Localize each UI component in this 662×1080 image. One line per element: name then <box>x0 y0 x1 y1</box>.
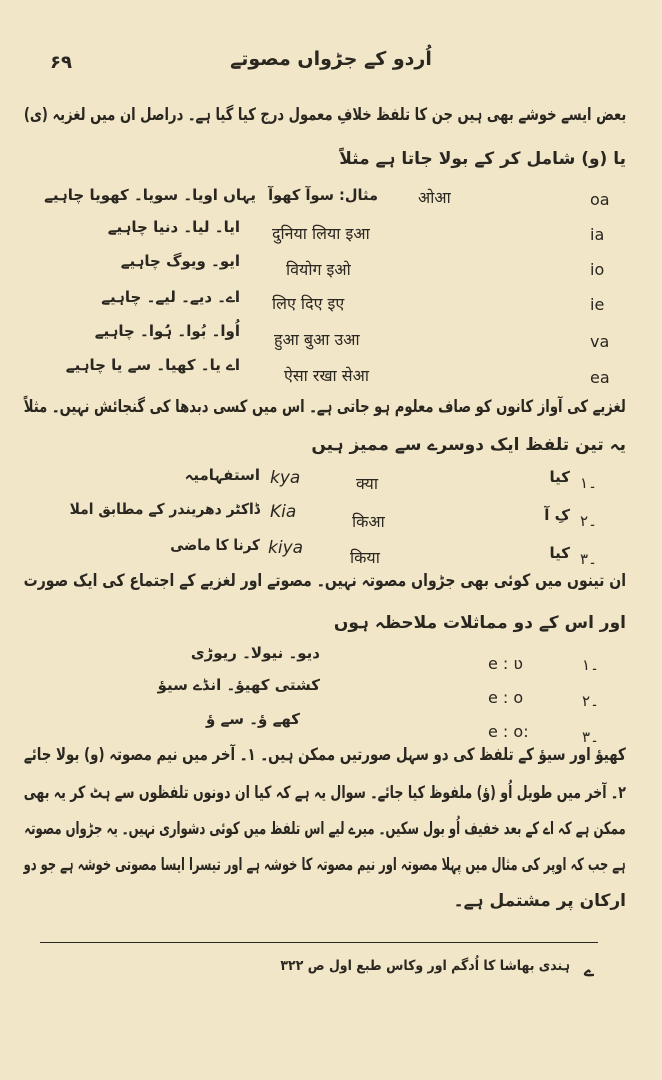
devanagari-example: हुआ बुआ उआ <box>274 330 360 349</box>
footnote-marker: ے <box>584 961 594 981</box>
paragraph-4-line-3: ممکن ہے کہ اے کے بعد خفیف اُو بول سکیں۔ میرے لیے اس تلفظ میں کوئی دشواری نہیں۔ یہ جڑواں مصوتہ <box>24 819 626 839</box>
item-number: ۱۔ <box>580 474 597 492</box>
vowel-code: ie <box>590 295 605 314</box>
urdu-spelling: ایا۔ لیا۔ دنیا چاہیے <box>107 218 240 236</box>
latin-transliteration: Kia <box>270 502 297 522</box>
vowel-code: ia <box>590 225 605 244</box>
vowel-code: oa <box>590 190 610 209</box>
phonetic-symbol: e : o: <box>488 722 529 741</box>
devanagari-example: ऐसा रखा सेआ <box>284 366 369 385</box>
vowel-code: ea <box>590 368 610 387</box>
paragraph-3-line-1: ان تینوں میں کوئی بھی جڑواں مصوتہ نہیں۔ مصوتے اور لغزیے کے اجتماع کی ایک صورت <box>23 571 626 591</box>
paragraph-4-line-4: ہے جب کہ اوپر کی مثال میں پہلا مصوتہ اور نیم مصوتہ کا خوشہ ہے اور تیسرا ایسا مصوتی خوشہ ہے جو دو <box>23 855 626 875</box>
item-number: ۳۔ <box>580 550 597 568</box>
paragraph-4-line-5: ارکان پر مشتمل ہے۔ <box>453 891 626 911</box>
phonetic-symbol: e : ʋ <box>488 654 523 673</box>
item-number: ۳۔ <box>582 728 599 746</box>
page-number: ۶۹ <box>50 52 72 73</box>
urdu-examples: کھے ؤ۔ سے ؤ <box>205 710 300 728</box>
urdu-examples: دیو۔ نیولا۔ ریوڑی <box>190 644 320 662</box>
latin-transliteration: kiya <box>268 538 304 558</box>
intro-line-2: یا (و) شامل کر کے بولا جاتا ہے مثلاً <box>339 149 626 169</box>
example-label: مثال: سوآ کھوآ <box>268 186 378 204</box>
urdu-examples: کشتی کھیؤ۔ انڈے سیؤ <box>157 676 320 694</box>
urdu-spelling: اے۔ دیے۔ لیے۔ چاہیے <box>101 288 240 306</box>
paragraph-3-line-2: اور اس کے دو مماثلات ملاحظہ ہوں <box>333 613 626 633</box>
page-title: اُردو کے جڑواں مصوتے <box>230 48 432 70</box>
word-description: کرنا کا ماضی <box>170 536 260 554</box>
vowel-code: io <box>590 260 605 279</box>
urdu-word: کِ آ <box>544 506 570 524</box>
paragraph-2-line-2: یہ تین تلفظ ایک دوسرے سے ممیز ہیں <box>311 435 626 455</box>
devanagari-example: दुनिया लिया इआ <box>272 224 370 243</box>
word-description: ڈاکٹر دھریندر کے مطابق املا <box>69 500 260 518</box>
footnote-divider <box>40 942 598 943</box>
footnote-text: ہندی بھاشا کا اُدگم اور وکاس طبع اول ص ۳۲۲ <box>280 958 570 974</box>
paragraph-4-line-1: کھیؤ اور سیؤ کے تلفظ کی دو سہل صورتیں ممکن ہیں۔ ۱۔ آخر میں نیم مصوتہ (و) بولا جائے <box>24 745 626 765</box>
devanagari-example: लिए दिए इए <box>272 294 345 313</box>
item-number: ۲۔ <box>582 692 599 710</box>
urdu-spelling: اے یا۔ کھیا۔ سے یا چاہیے <box>65 356 240 374</box>
latin-transliteration: kya <box>270 468 301 488</box>
devanagari-word: किया <box>350 548 380 567</box>
word-description: استفہامیہ <box>184 466 260 484</box>
devanagari-word: क्या <box>356 474 378 493</box>
devanagari-example: ओआ <box>418 188 451 207</box>
urdu-spelling: ایو۔ ویوگ چاہیے <box>120 252 240 270</box>
devanagari-word: किआ <box>352 512 385 531</box>
item-number: ۱۔ <box>582 656 599 674</box>
urdu-spelling: یہاں اویا۔ سویا۔ کھویا چاہیے <box>44 186 256 204</box>
paragraph-4-line-2: ۲۔ آخر میں طویل اُو (ؤ) ملفوظ کیا جائے۔ سوال یہ ہے کہ کیا ان دونوں تلفظوں سے ہٹ کر یہ بھی <box>23 783 626 803</box>
vowel-code: va <box>590 332 610 351</box>
devanagari-example: वियोग इओ <box>286 260 351 279</box>
paragraph-2-line-1: لغزیے کی آواز کانوں کو صاف معلوم ہو جاتی ہے۔ اس میں کسی دبدھا کی گنجائش نہیں۔ مثلاً <box>23 397 626 417</box>
urdu-spelling: اُوا۔ بُوا۔ ہُوا۔ چاہیے <box>94 322 240 340</box>
item-number: ۲۔ <box>580 512 597 530</box>
phonetic-symbol: e : o <box>488 688 524 707</box>
urdu-word: کیا <box>549 544 570 562</box>
intro-line-1: بعض ایسے خوشے بھی ہیں جن کا تلفظ خلافِ معمول درج کیا گیا ہے۔ دراصل ان میں لغزیہ (ی) <box>23 105 626 125</box>
urdu-word: کیا <box>549 468 570 486</box>
